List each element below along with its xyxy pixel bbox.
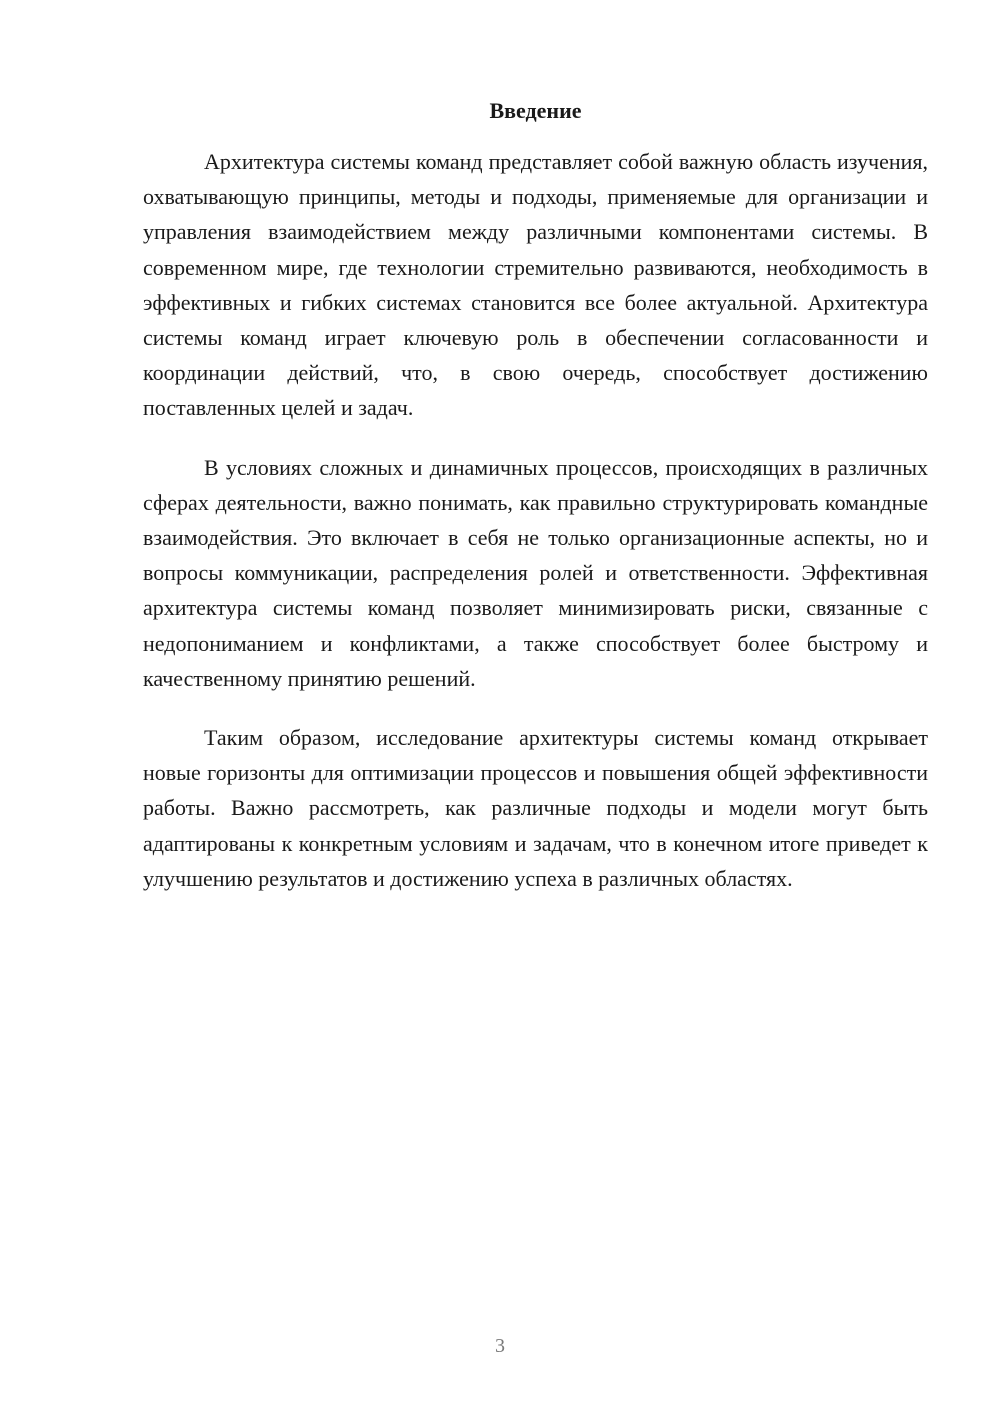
paragraph-3: Таким образом, исследование архитектуры системы команд открывает новые горизонты для оптимизации процессов и повышения общей эффективности работы. Важно рассмотреть, как различные подходы и модели могут быть адаптированы к конкретным условиям и задачам, что в конечном итоге приведет к улучшению результатов и достижению успеха в различных областях.: [143, 725, 928, 891]
paragraph-1: Архитектура системы команд представляет собой важную область изучения, охватывающую принципы, методы и подходы, применяемые для организации и управления взаимодействием между различными компонентами системы. В современном мире, где технологии стремительно развиваются, необходимость в эффективных и гибких системах становится все более актуальной. Архитектура системы команд играет ключевую роль в обеспечении согласованности и координации действий, что, в свою очередь, способствует достижению поставленных целей и задач.: [143, 149, 928, 421]
page-title: Введение: [489, 98, 582, 123]
page-content: [143, 96, 928, 920]
paragraph-2: В условиях сложных и динамичных процессов, происходящих в различных сферах деятельности, важно понимать, как правильно структурировать командные взаимодействия. Это включает в себя не только организационные аспекты, но и вопросы коммуникации, распределения ролей и ответственности. Эффективная архитектура системы команд позволяет минимизировать риски, связанные с недопониманием и конфликтами, а также способствует более быстрому и качественному принятию решений.: [143, 454, 928, 691]
page-number: 3: [495, 1335, 505, 1357]
